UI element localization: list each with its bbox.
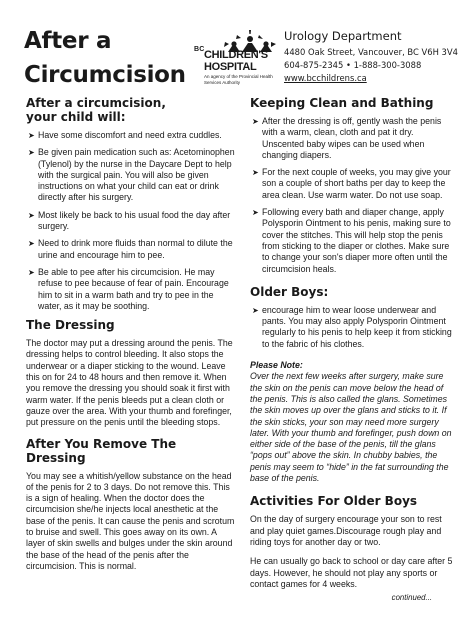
list-item bbox=[26, 130, 238, 141]
list-item bbox=[26, 238, 238, 261]
logo-prefix: BC bbox=[194, 46, 205, 53]
arrow-bullet-icon: ➤ bbox=[252, 117, 259, 126]
keeping-clean-list bbox=[250, 116, 456, 275]
bc-childrens-hospital-logo bbox=[194, 30, 278, 88]
arrow-bullet-icon: ➤ bbox=[28, 131, 35, 140]
arrow-bullet-icon: ➤ bbox=[252, 305, 259, 315]
arrow-bullet-icon: ➤ bbox=[28, 239, 35, 249]
list-item-text: After the dressing is off, gently wash the penis with a warm, clean, cloth and pat it dry. Unscented baby wipes can be used when changing diapers. bbox=[262, 116, 442, 160]
list-item-text: Need to drink more fluids than normal to dilute the urine and encourage him to pee. bbox=[38, 238, 233, 260]
intro-heading-line-1: After a circumcision, bbox=[26, 96, 166, 110]
left-column bbox=[26, 96, 238, 580]
phone-numbers: 604-875-2345 • 1-888-300-3088 bbox=[284, 60, 422, 70]
department-name: Urology Department bbox=[284, 29, 402, 43]
arrow-bullet-icon: ➤ bbox=[28, 148, 35, 158]
after-remove-heading: After You Remove The Dressing bbox=[26, 436, 177, 465]
logo-tagline: An agency of the Provincial Health Services Authority bbox=[204, 74, 273, 85]
aftercare-list bbox=[26, 130, 238, 312]
arrow-bullet-icon: ➤ bbox=[28, 210, 35, 220]
title-line-1: After a bbox=[24, 28, 112, 54]
list-item bbox=[250, 116, 456, 161]
list-item-text: Most likely be back to his usual food the day after surgery. bbox=[38, 209, 231, 232]
activities-text-1: On the day of surgery encourage your son to rest and play quiet games.Discourage rough play and riding toys for another day or two. bbox=[250, 514, 442, 547]
list-item bbox=[26, 210, 238, 233]
title-line-2: Circumcision bbox=[24, 62, 186, 88]
website-link[interactable]: www.bcchildrens.ca bbox=[284, 73, 367, 83]
document-title bbox=[24, 24, 186, 92]
arrow-bullet-icon: ➤ bbox=[252, 168, 259, 178]
list-item bbox=[250, 305, 456, 350]
list-item-text: For the next couple of weeks, you may give your son a couple of short baths per day to keep the area clean. Use warm water. Do not use soap. bbox=[262, 167, 451, 200]
keeping-clean-heading: Keeping Clean and Bathing bbox=[250, 96, 434, 110]
older-boys-list bbox=[250, 305, 456, 350]
dressing-heading: The Dressing bbox=[26, 318, 115, 333]
address: 4480 Oak Street, Vancouver, BC V6H 3V4 bbox=[284, 47, 458, 57]
arrow-bullet-icon: ➤ bbox=[252, 208, 259, 218]
list-item bbox=[26, 147, 238, 203]
logo-name-line-2: HOSPITAL bbox=[204, 61, 257, 73]
older-boys-heading: Older Boys: bbox=[250, 284, 329, 299]
intro-heading-line-2: your child will: bbox=[26, 110, 126, 124]
list-item bbox=[26, 267, 238, 312]
dressing-text: The doctor may put a dressing around the penis. The dressing helps to control bleeding. It also stops the underwear or a diaper sticking to the wound. Leave this on for 24 to 48 hours and then remove it. When you remove the dressing you should soak it first with warm water. If the penis bleeds put a clean cloth or gauze over the area. With your thumb and forefinger, put pressure on the penis until the bleeding stops. bbox=[26, 338, 233, 428]
list-item-text: Be able to pee after his circumcision. He may refuse to pee because of fear of pain. Encourage him to sit in a warm bath and try to pee in the water, as it may be soothing. bbox=[38, 266, 229, 311]
activities-text-2: He can usually go back to school or day care after 5 days. However, he should not play any sports or contact games for 4 weeks. bbox=[250, 556, 453, 589]
right-column bbox=[250, 96, 456, 603]
note-title: Please Note: bbox=[250, 360, 303, 371]
list-item-text: Following every bath and diaper change, apply Polysporin Ointment to his penis, making sure to cover the stitches. This will help stop the penis from sticking to the diaper or clothes. Make sure to change your son's diaper more often until the circumcision heals. bbox=[262, 207, 451, 274]
logo-name-line-1: CHILDREN'S bbox=[204, 49, 268, 61]
continued-note: continued... bbox=[391, 593, 432, 603]
list-item bbox=[250, 207, 456, 275]
contact-block bbox=[284, 28, 458, 85]
after-remove-text: You may see a whitish/yellow substance on the head of the penis for 2 to 3 days. Do not remove this. This is a sign of healing. When the doctor does the circumcision she/he injects local anesthetic at the base of the penis. It can cause the penis and scrotum to bruise and swell. This goes away on its own. A layer of skin swells and bulges under the skin around the base of the head of the penis after the circumcision. This is normal. bbox=[26, 470, 235, 571]
list-item bbox=[250, 167, 456, 201]
intro-heading bbox=[26, 96, 238, 124]
list-item-text: Be given pain medication such as: Acetominophen (Tylenol) by the nurse in the Daycare Dept to help with the surgical pain. You will also be given instructions on what your child can eat or drink directly after his surgery. bbox=[38, 147, 235, 203]
note-text: Over the next few weeks after surgery, make sure the skin on the penis can move below the head of the penis. This is also called the glans. Sometimes the skin moves up over the glans and sticks to it. If the skin sticks, your son may need more surgery later. With your thumb and forefinger, push down on either side of the base of the penis, till the glans “pops out” above the skin. In chubby babies, the penis may seem to “hide” in the fat surrounding the base of the penis. bbox=[250, 371, 452, 484]
list-item-text: encourage him to wear loose underwear and pants. You may also apply Polysporin Ointment regularly to his penis to help keep it from sticking to the fabric of his clothes. bbox=[262, 304, 452, 349]
arrow-bullet-icon: ➤ bbox=[28, 267, 35, 277]
list-item-text: Have some discomfort and need extra cuddles. bbox=[38, 130, 222, 140]
activities-heading: Activities For Older Boys bbox=[250, 494, 418, 509]
